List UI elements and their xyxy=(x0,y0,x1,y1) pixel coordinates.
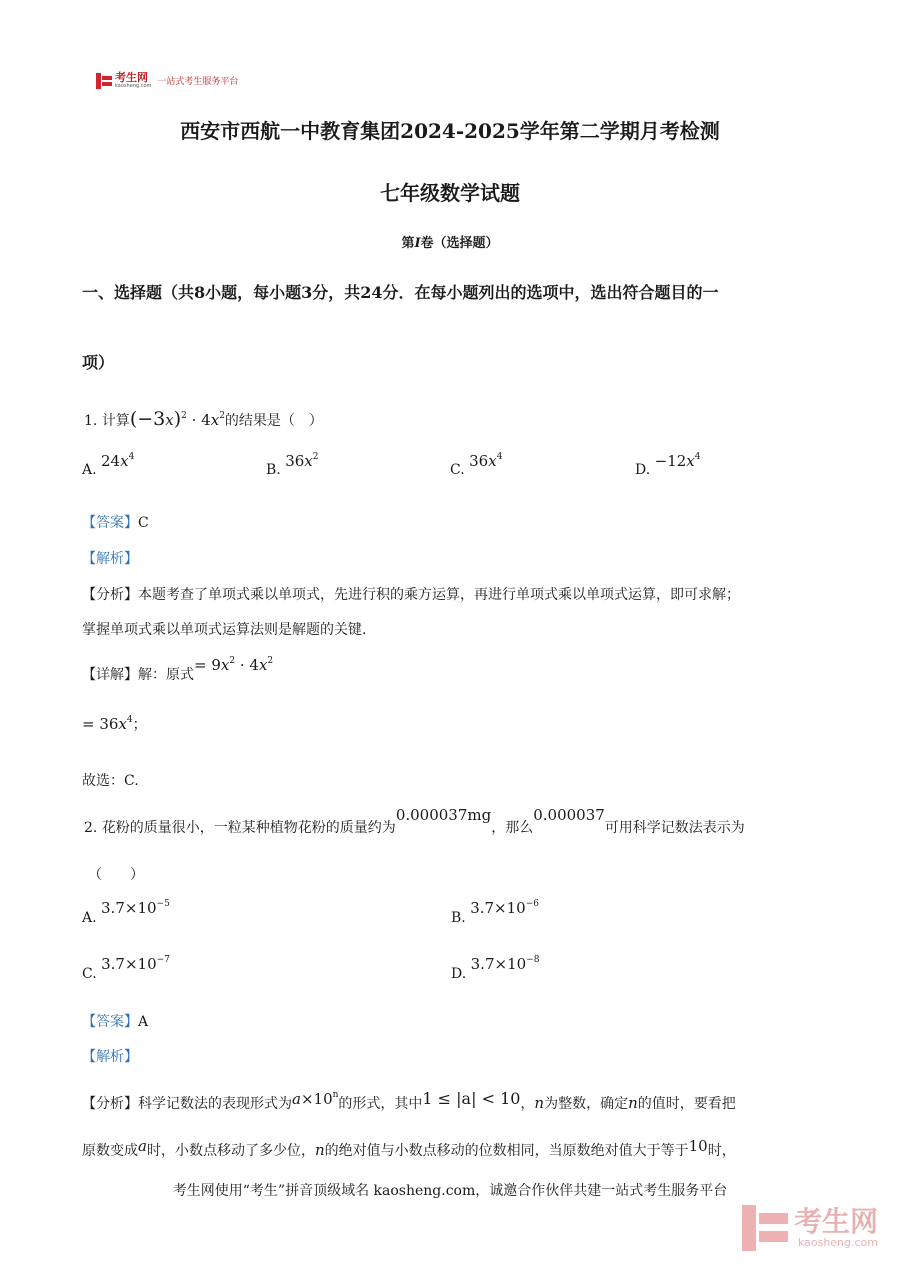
q2-option-a[interactable]: A. $3.7\times 10^{-5}$ xyxy=(82,899,170,926)
q1-option-d[interactable]: D. $-12x^4$ xyxy=(635,452,701,478)
header-logo[interactable] xyxy=(96,72,238,89)
section-header: 一、选择题（共8小题，每小题3分，共24分．在每小题列出的选项中，选出符合题目的一 xyxy=(82,283,719,302)
q2-option-b[interactable]: B. $3.7\times 10^{-6}$ xyxy=(451,899,539,926)
q1-expression: $(-3x)^2 \cdot 4x^2$ xyxy=(129,408,225,430)
logo-name: 考生网 xyxy=(115,71,148,84)
q2-mass: 0.000037mg xyxy=(395,806,492,824)
q2-fenxi-line1: 【分析】科学记数法的表现形式为$a\times 10^n$的形式，其中1 ≤ |a| < 10，n为整数，确定n的值时，要看把 xyxy=(82,1089,736,1112)
watermark-icon xyxy=(742,1205,788,1251)
q1-fenxi-line1: 【分析】本题考查了单项式乘以单项式，先进行积的乘方运算，再进行单项式乘以单项式运算，即可求解； xyxy=(82,587,740,603)
volume-post: 卷（选择题） xyxy=(420,236,499,251)
q1-number: 1. xyxy=(84,413,98,429)
volume-pre: 第 xyxy=(401,236,415,251)
q1-choose: 故选：C. xyxy=(82,773,139,789)
footer-text: 考生网使用“考生”拼音顶级域名 kaosheng.com，诚邀合作伙伴共建一站式考生服务平台 xyxy=(172,1183,728,1199)
question-2: 2. 花粉的质量很小，一粒某种植物花粉的质量约为0.000037mg，那么0.000037可用科学记数法表示为 xyxy=(84,806,745,836)
watermark-domain: kaosheng.com xyxy=(797,1236,878,1249)
question-1 xyxy=(84,408,323,430)
section-header-cont: 项） xyxy=(82,353,115,372)
q2-answer: 【答案】A xyxy=(82,1014,149,1030)
q2-option-d[interactable]: D. $3.7\times 10^{-8}$ xyxy=(451,955,540,982)
q1-step: = $36x^4$； xyxy=(82,715,147,733)
q1-option-b[interactable]: B. $36x^2$ xyxy=(266,452,319,478)
q1-analysis-tag: 【解析】 xyxy=(82,551,138,567)
q1-option-c[interactable]: C. $36x^4$ xyxy=(450,452,503,478)
q2-value: 0.000037 xyxy=(533,806,605,824)
page-title: 西安市西航一中教育集团2024-2025学年第二学期月考检测 xyxy=(180,119,720,143)
q2-analysis-tag: 【解析】 xyxy=(82,1049,138,1065)
q2-option-c[interactable]: C. $3.7\times 10^{-7}$ xyxy=(82,955,170,982)
q1-tail: 的结果是（ ） xyxy=(224,413,323,429)
logo-slogan: 一站式考生服务平台 xyxy=(157,77,239,87)
watermark-logo xyxy=(742,1205,878,1251)
q1-fenxi-line2: 掌握单项式乘以单项式运算法则是解题的关键． xyxy=(82,622,376,638)
volume-num: I xyxy=(414,236,421,251)
volume-title xyxy=(0,232,900,251)
q1-lead: 计算 xyxy=(101,413,130,429)
q2-fenxi-line2: 原数变成a时，小数点移动了多少位，n的绝对值与小数点移动的位数相同，当原数绝对值大于等于10时， xyxy=(82,1137,736,1159)
page-subtitle: 七年级数学试题 xyxy=(380,181,520,205)
logo-domain: kaosheng.com xyxy=(115,83,152,89)
logo-icon xyxy=(96,73,112,89)
q2-paren: （ ） xyxy=(88,867,144,883)
watermark-name: 考生网 xyxy=(793,1205,878,1238)
q1-answer: 【答案】C xyxy=(82,515,149,531)
q1-option-a[interactable]: A. $24x^4$ xyxy=(82,452,135,478)
q1-detail: 【详解】解：原式= $9x^2 \cdot 4x^2$ xyxy=(82,656,274,683)
